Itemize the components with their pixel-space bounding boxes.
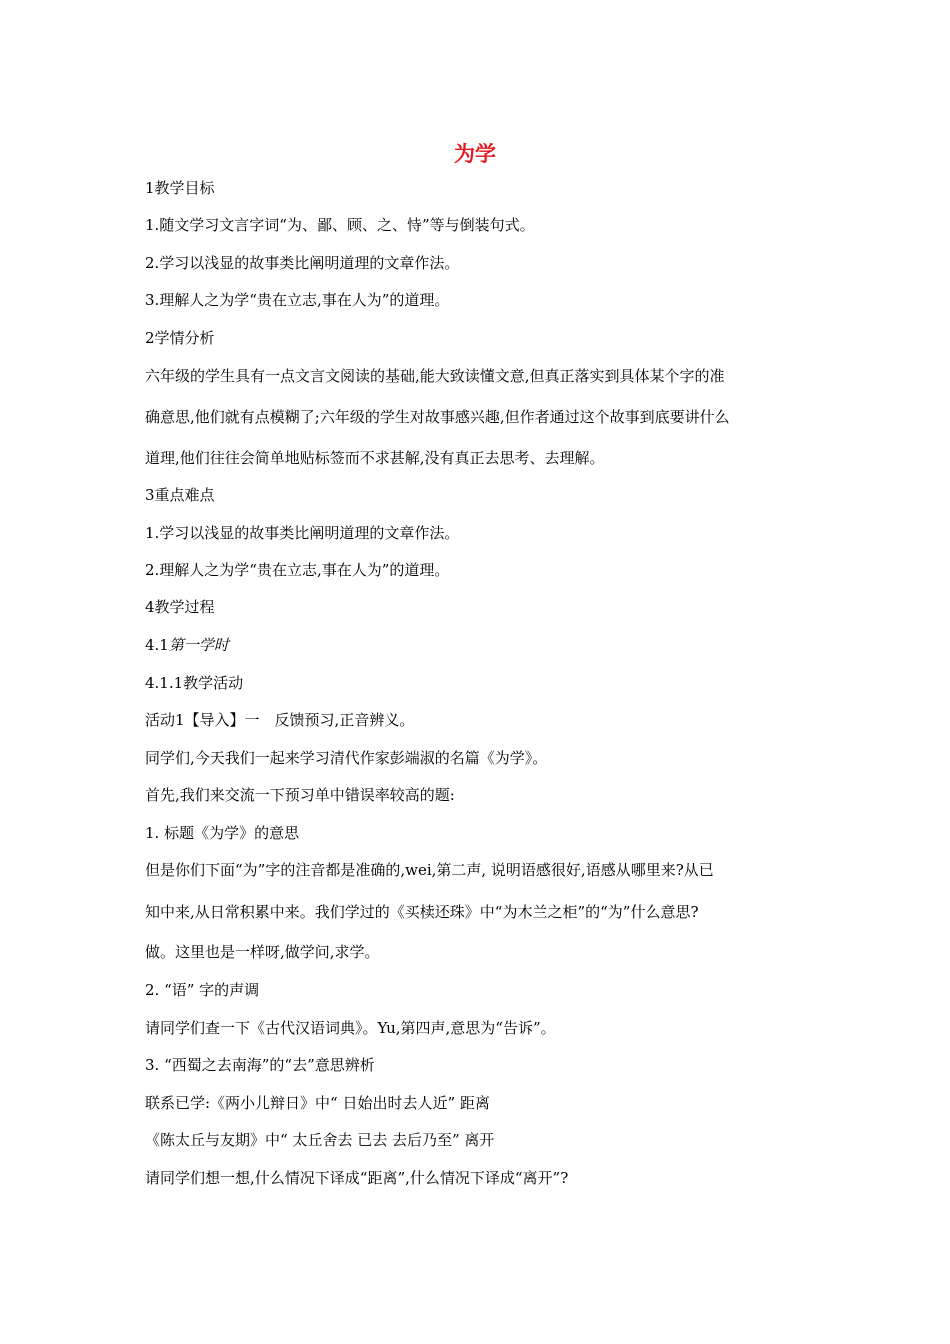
paragraph: 请同学们想一想,什么情况下译成“距离”,什么情况下译成“离开”? (145, 1169, 569, 1187)
paragraph: 六年级的学生具有一点文言文阅读的基础,能大致读懂文意,但真正落实到具体某个字的准 (145, 367, 725, 385)
paragraph: 道理,他们往往会简单地贴标签而不求甚解,没有真正去思考、去理解。 (145, 449, 605, 467)
paragraph: 但是你们下面“为”字的注音都是准确的,wei,第二声, 说明语感很好,语感从哪里来?从已 (145, 861, 714, 879)
paragraph: 联系已学:《两小儿辩日》中“ 日始出时去人近” 距离 (145, 1094, 490, 1112)
paragraph: 2.理解人之为学“贵在立志,事在人为”的道理。 (145, 561, 450, 579)
paragraph: 3.理解人之为学“贵在立志,事在人为”的道理。 (145, 291, 450, 309)
lesson-label: 第一学时 (168, 636, 229, 654)
paragraph: 1.学习以浅显的故事类比阐明道理的文章作法。 (145, 524, 460, 542)
paragraph: 首先,我们来交流一下预习单中错误率较高的题: (145, 786, 455, 804)
heading-key-points: 3重点难点 (145, 486, 215, 504)
paragraph: 确意思,他们就有点模糊了;六年级的学生对故事感兴趣,但作者通过这个故事到底要讲什么 (145, 408, 730, 426)
paragraph: 2.学习以浅显的故事类比阐明道理的文章作法。 (145, 254, 460, 272)
paragraph: 1.随文学习文言字词“为、鄙、顾、之、恃”等与倒装句式。 (145, 216, 535, 234)
heading-student-analysis: 2学情分析 (145, 329, 215, 347)
lesson-heading (145, 635, 825, 655)
subheading-activities: 4.1.1教学活动 (145, 674, 244, 692)
paragraph: 知中来,从日常积累中来。我们学过的《买椟还珠》中“为木兰之柜”的“为”什么意思? (145, 903, 699, 921)
lesson-number: 4.1 (145, 636, 169, 654)
paragraph: 《陈太丘与友期》中“ 太丘舍去 已去 去后乃至” 离开 (145, 1131, 495, 1149)
paragraph: 1. 标题《为学》的意思 (145, 824, 300, 842)
heading-teaching-process: 4教学过程 (145, 598, 215, 616)
paragraph: 2. “语” 字的声调 (145, 981, 260, 999)
paragraph: 做。这里也是一样呀,做学问,求学。 (145, 943, 380, 961)
paragraph: 3. “西蜀之去南海”的“去”意思辨析 (145, 1056, 375, 1074)
document-title: 为学 (454, 142, 496, 166)
paragraph: 请同学们查一下《古代汉语词典》。Yu,第四声,意思为“告诉”。 (145, 1019, 556, 1037)
paragraph: 同学们,今天我们一起来学习清代作家彭端淑的名篇《为学》。 (145, 749, 548, 767)
heading-teaching-goals: 1教学目标 (145, 179, 215, 197)
paragraph: 活动1【导入】一 反馈预习,正音辨义。 (145, 711, 415, 729)
